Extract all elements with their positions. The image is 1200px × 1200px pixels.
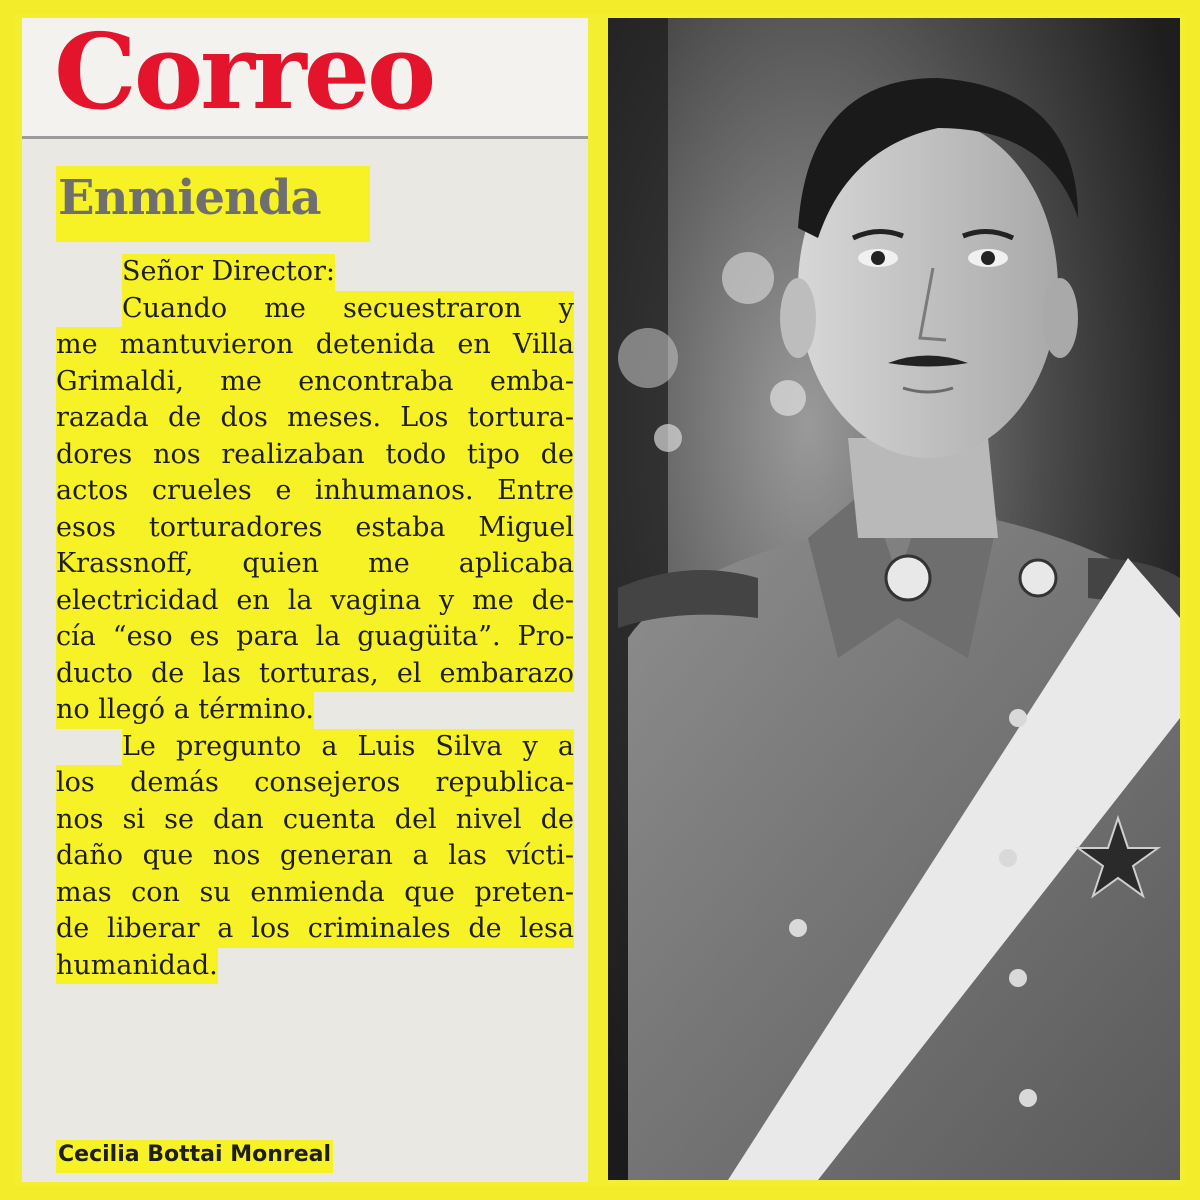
letter-line bbox=[56, 327, 574, 364]
letter-line bbox=[56, 510, 574, 547]
letter-line bbox=[56, 911, 574, 948]
letter-line bbox=[56, 291, 574, 328]
letter-line-text: actos crueles e inhumanos. Entre bbox=[56, 473, 574, 510]
masthead-title: Correo bbox=[54, 18, 434, 133]
letter-line-text: Cuando me secuestraron y bbox=[122, 291, 574, 328]
letter-line-text: Grimaldi, me encontraba emba- bbox=[56, 364, 574, 401]
letter-line bbox=[56, 692, 574, 729]
letter-line-text: me mantuvieron detenida en Villa bbox=[56, 327, 574, 364]
letter-line-text: cía “eso es para la guagüita”. Pro- bbox=[56, 619, 574, 656]
letter-line-text: mas con su enmienda que preten- bbox=[56, 875, 574, 912]
letter-line bbox=[56, 948, 574, 985]
letter-line-text: Krassnoff, quien me aplicaba bbox=[56, 546, 574, 583]
letter-line-text: dores nos realizaban todo tipo de bbox=[56, 437, 574, 474]
letter-line bbox=[56, 656, 574, 693]
portrait-photo bbox=[608, 18, 1180, 1180]
letter-line bbox=[56, 838, 574, 875]
letter-line bbox=[56, 364, 574, 401]
letter-line-text: esos torturadores estaba Miguel bbox=[56, 510, 574, 547]
portrait-illustration bbox=[608, 18, 1180, 1180]
letter-line-text: Le pregunto a Luis Silva y a bbox=[122, 729, 574, 766]
letter-line-text: humanidad. bbox=[56, 948, 218, 985]
letter-line bbox=[56, 802, 574, 839]
letter-line bbox=[56, 583, 574, 620]
letter-line-text: nos si se dan cuenta del nivel de bbox=[56, 802, 574, 839]
letter-line bbox=[56, 254, 574, 291]
letter-line bbox=[56, 619, 574, 656]
letter-body bbox=[56, 254, 574, 984]
masthead-rule bbox=[22, 136, 588, 139]
letter-line-text: los demás consejeros republica- bbox=[56, 765, 574, 802]
letter-line-text: ducto de las torturas, el embarazo bbox=[56, 656, 574, 693]
section-title: Enmienda bbox=[58, 170, 321, 226]
letter-line-text: electricidad en la vagina y me de- bbox=[56, 583, 574, 620]
letter-line bbox=[56, 400, 574, 437]
masthead bbox=[22, 18, 588, 136]
letter-line-text: razada de dos meses. Los tortura- bbox=[56, 400, 574, 437]
letter-line bbox=[56, 729, 574, 766]
letter-line bbox=[56, 546, 574, 583]
letter-line-text: no llegó a término. bbox=[56, 692, 314, 729]
letter-line-text: de liberar a los criminales de lesa bbox=[56, 911, 574, 948]
letter-line bbox=[56, 875, 574, 912]
newspaper-clipping bbox=[22, 18, 588, 1182]
letter-line-text: daño que nos generan a las vícti- bbox=[56, 838, 574, 875]
letter-signature: Cecilia Bottai Monreal bbox=[56, 1140, 333, 1173]
letter-line-text: Señor Director: bbox=[122, 254, 335, 291]
letter-line bbox=[56, 437, 574, 474]
letter-line bbox=[56, 765, 574, 802]
letter-line bbox=[56, 473, 574, 510]
